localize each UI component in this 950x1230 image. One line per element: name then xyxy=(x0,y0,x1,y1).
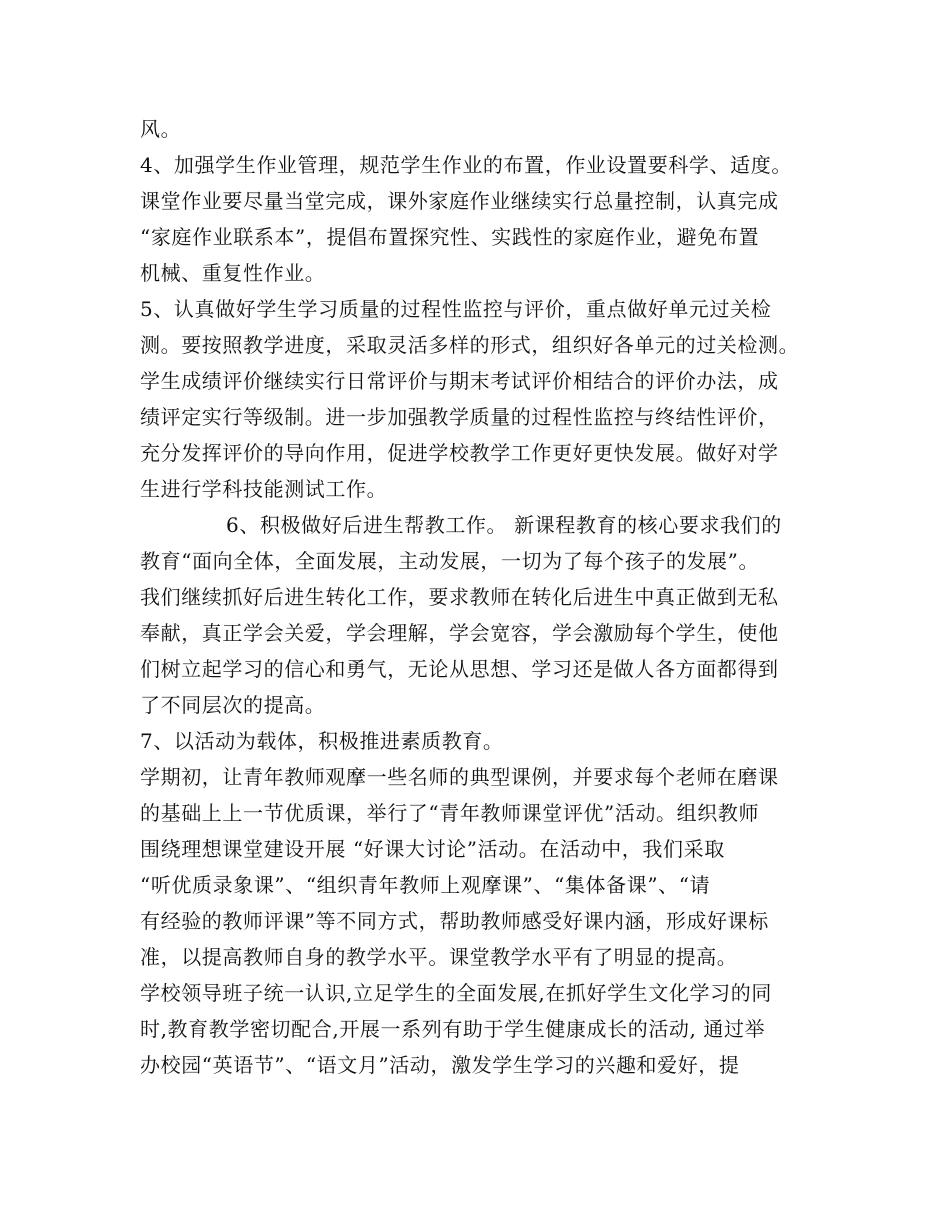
text-line: 围绕理想课堂建设开展 “好课大讨论”活动。在活动中，我们采取 xyxy=(140,837,725,861)
text-line: 学校领导班子统一认识,立足学生的全面发展,在抓好学生文化学习的同 xyxy=(140,981,772,1005)
text-line: 教育“面向全体，全面发展，主动发展，一切为了每个孩子的发展”。 xyxy=(140,549,760,573)
text-line: 机械、重复性作业。 xyxy=(140,261,326,285)
text-line: 的基础上上一节优质课，举行了“青年教师课堂评优”活动。组织教师 xyxy=(140,801,760,825)
text-line: 奉献，真正学会关爱，学会理解，学会宽容，学会激励每个学生，使他 xyxy=(140,621,779,645)
text-line: 我们继续抓好后进生转化工作，要求教师在转化后进生中真正做到无私 xyxy=(140,585,779,609)
text-line: 了不同层次的提高。 xyxy=(140,693,326,717)
text-line: 学期初，让青年教师观摩一些名师的典型课例，并要求每个老师在磨课 xyxy=(140,765,779,789)
text-line: 6、积极做好后进生帮教工作。 新课程教育的核心要求我们的 xyxy=(226,513,782,537)
text-line: 绩评定实行等级制。进一步加强教学质量的过程性监控与终结性评价， xyxy=(140,405,779,429)
text-line: 准，以提高教师自身的教学水平。课堂教学水平有了明显的提高。 xyxy=(140,945,738,969)
text-line: 4、加强学生作业管理，规范学生作业的布置，作业设置要科学、适度。 xyxy=(140,153,792,177)
text-line: 时,教育教学密切配合,开展一系列有助于学生健康成长的活动, 通过举 xyxy=(140,1017,766,1041)
text-line: 有经验的教师评课”等不同方式，帮助教师感受好课内涵，形成好课标 xyxy=(140,909,769,933)
text-line: 学生成绩评价继续实行日常评价与期末考试评价相结合的评价办法，成 xyxy=(140,369,779,393)
text-line: “家庭作业联系本”，提倡布置探究性、实践性的家庭作业，避免布置 xyxy=(140,225,760,249)
text-line: 测。要按照教学进度，采取灵活多样的形式，组织好各单元的过关检测。 xyxy=(140,333,800,357)
text-line: 生进行学科技能测试工作。 xyxy=(140,477,388,501)
text-line: 充分发挥评价的导向作用，促进学校教学工作更好更快发展。做好对学 xyxy=(140,441,779,465)
text-line: 课堂作业要尽量当堂完成，课外家庭作业继续实行总量控制，认真完成 xyxy=(140,189,779,213)
text-line: 风。 xyxy=(140,117,182,141)
text-line: 办校园“英语节”、“语文月”活动，激发学生学习的兴趣和爱好，提 xyxy=(140,1053,740,1077)
text-line: 5、认真做好学生学习质量的过程性监控与评价，重点做好单元过关检 xyxy=(140,297,772,321)
text-line: 7、以活动为载体，积极推进素质教育。 xyxy=(140,729,504,753)
text-line: 们树立起学习的信心和勇气，无论从思想、学习还是做人各方面都得到 xyxy=(140,657,779,681)
text-line: “听优质录象课”、“组织青年教师上观摩课”、“集体备课”、“请 xyxy=(140,873,711,897)
